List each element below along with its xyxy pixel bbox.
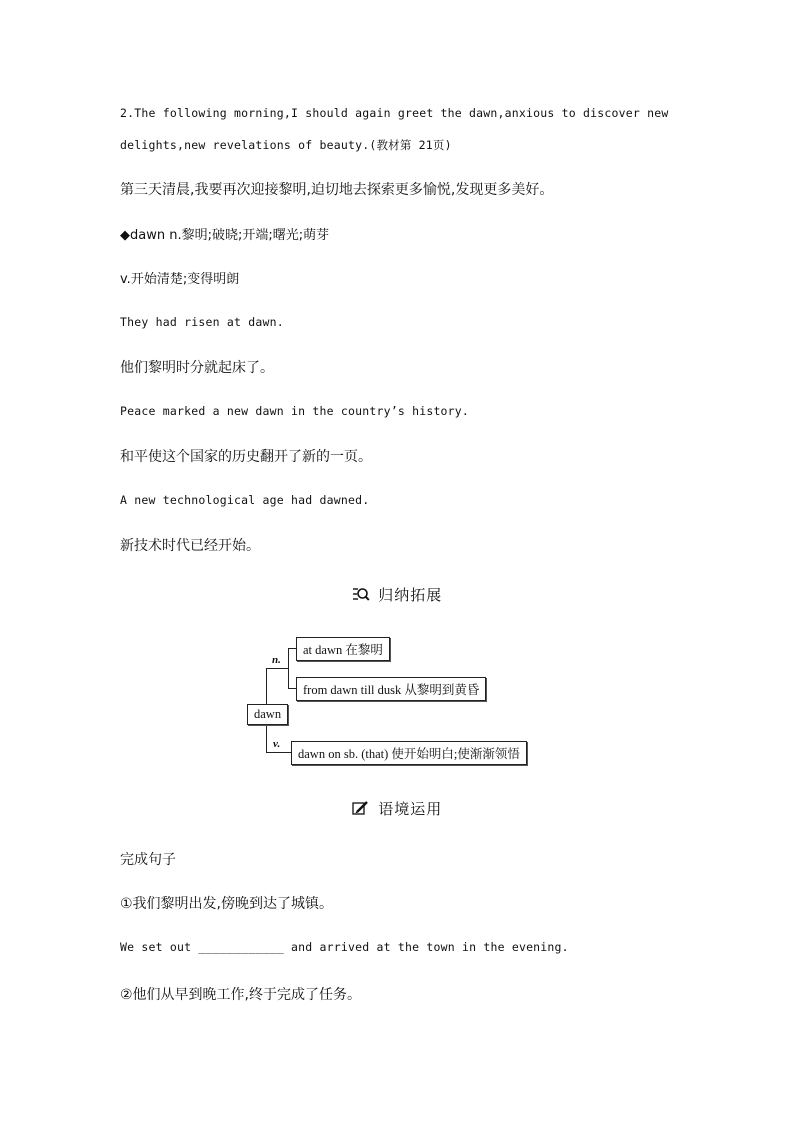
exercise-q1-en — [120, 940, 569, 954]
magnifier-icon — [352, 588, 375, 604]
noun-label: n. — [272, 654, 281, 666]
connector-noun-item1 — [288, 648, 296, 649]
connector-verb-h — [266, 752, 291, 753]
example-zh-2: 和平使这个国家的历史翻开了新的一页。 — [120, 449, 372, 465]
section-title-usage: 语境运用 — [378, 800, 443, 818]
exercise-q1-en-before: We set out — [120, 940, 192, 954]
diagram-root-box: dawn — [247, 704, 288, 725]
diagram-verb-item-1: dawn on sb. (that) 使开始明白;使渐渐领悟 — [291, 741, 527, 765]
exercise-instruction: 完成句子 — [120, 852, 176, 868]
verb-label: v. — [273, 738, 281, 750]
vocab-noun-definition: ◆dawn n.黎明;破晓;开端;曙光;萌芽 — [120, 228, 330, 243]
connector-noun-v — [288, 648, 289, 688]
exercise-q2-zh: ②他们从早到晚工作,终于完成了任务。 — [120, 987, 361, 1003]
connector-noun-item2 — [288, 688, 296, 689]
exercise-q1-en-after: and arrived at the town in the evening. — [290, 940, 569, 954]
example-en-2: Peace marked a new dawn in the country’s history. — [120, 404, 470, 418]
section-heading-expand — [0, 584, 794, 605]
example-sentence-line-1: 2.The following morning,I should again greet the dawn,anxious to discover new — [120, 106, 669, 120]
vocab-verb-definition: v.开始清楚;变得明朗 — [120, 272, 240, 287]
connector-root-up — [266, 668, 267, 704]
connector-noun-h — [266, 668, 288, 669]
example-sentence-line-2: delights,new revelations of beauty.(教材第 21页) — [120, 138, 452, 152]
example-en-1: They had risen at dawn. — [120, 315, 284, 329]
section-title-expand: 归纳拓展 — [378, 586, 443, 604]
example-translation: 第三天清晨,我要再次迎接黎明,迫切地去探索更多愉悦,发现更多美好。 — [120, 182, 554, 198]
section-heading-usage — [0, 798, 794, 819]
exercise-q1-zh: ①我们黎明出发,傍晚到达了城镇。 — [120, 896, 334, 912]
answer-blank[interactable]: ____________ — [198, 940, 284, 954]
connector-root-down — [266, 726, 267, 752]
example-en-3: A new technological age had dawned. — [120, 493, 370, 507]
example-zh-3: 新技术时代已经开始。 — [120, 538, 260, 554]
example-zh-1: 他们黎明时分就起床了。 — [120, 360, 274, 376]
diagram-noun-item-2: from dawn till dusk 从黎明到黄昏 — [296, 677, 486, 701]
pencil-icon — [352, 802, 375, 818]
diagram-noun-item-1: at dawn 在黎明 — [296, 637, 390, 661]
